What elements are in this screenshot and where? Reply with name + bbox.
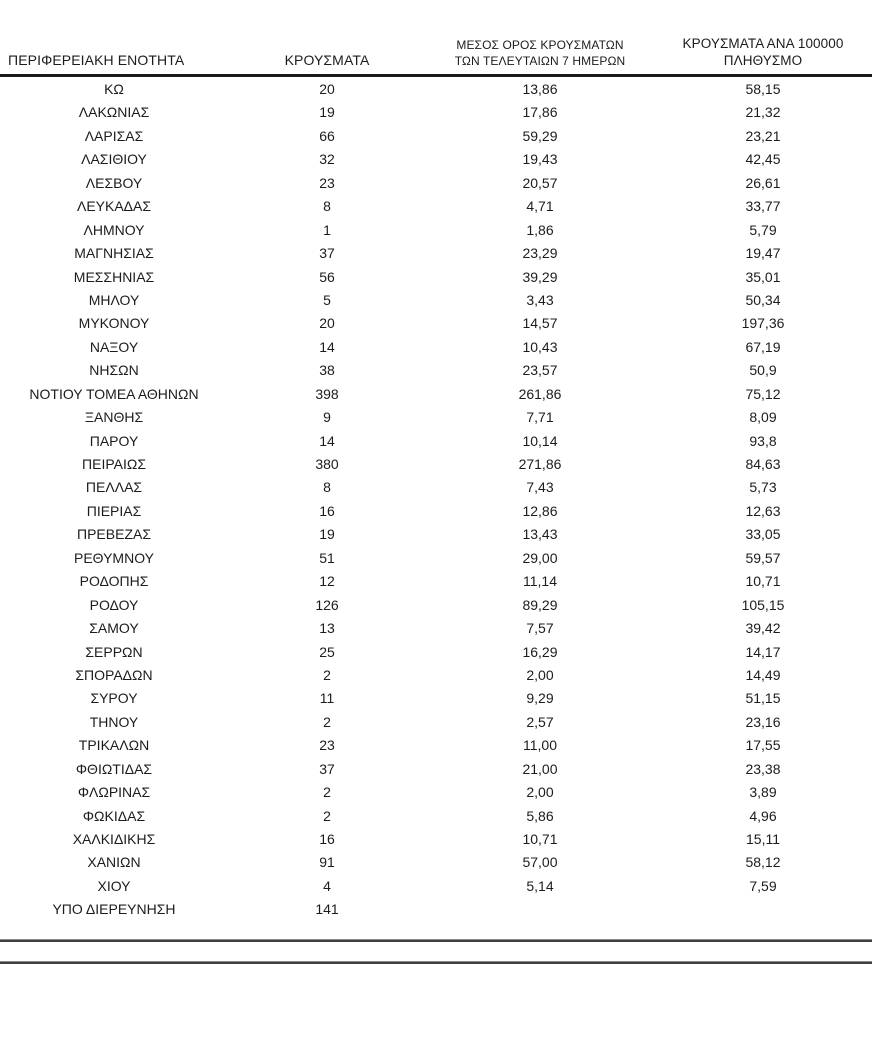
- cell-avg7: 7,57: [526, 620, 554, 637]
- cell-avg7: 3,43: [526, 291, 554, 308]
- cell-region: ΤΗΝΟΥ: [89, 713, 139, 730]
- cell-cases: 19: [319, 526, 335, 543]
- cell-avg7: 16,29: [522, 643, 558, 660]
- table-row: [0, 430, 872, 453]
- header-col-region: ΠΕΡΙΦΕΡΕΙΑΚΗ ΕΝΟΤΗΤΑ: [8, 52, 185, 68]
- cell-region: ΞΑΝΘΗΣ: [84, 409, 144, 426]
- cell-avg7: 271,86: [518, 456, 562, 472]
- cell-cases: 37: [319, 760, 335, 777]
- cell-region: ΣΠΟΡΑΔΩΝ: [75, 666, 153, 683]
- header-col-cases: ΚΡΟΥΣΜΑΤΑ: [284, 52, 370, 68]
- cell-region: ΠΕΙΡΑΙΩΣ: [82, 456, 146, 472]
- cell-avg7: 14,57: [522, 315, 558, 332]
- cell-cases: 20: [319, 81, 335, 97]
- cell-cases: 12: [319, 573, 335, 590]
- cell-per100k: 197,36: [741, 315, 785, 332]
- cell-region: ΧΑΛΚΙΔΙΚΗΣ: [72, 831, 156, 847]
- cell-avg7: [426, 898, 654, 921]
- cell-per100k: 75,12: [745, 385, 781, 402]
- cell-cases: 16: [319, 502, 335, 519]
- cell-per100k: 12,63: [745, 502, 781, 519]
- cell-per100k: 19,47: [745, 245, 781, 262]
- cell-region: ΛΕΥΚΑΔΑΣ: [76, 198, 152, 215]
- table-row: [0, 758, 872, 781]
- cell-avg7: 2,00: [526, 666, 554, 683]
- table-row: [0, 453, 872, 476]
- cell-per100k: 4,96: [749, 807, 777, 824]
- cell-per100k: 7,59: [749, 877, 777, 894]
- cell-avg7: 21,00: [522, 760, 558, 777]
- cell-avg7: 23,29: [522, 245, 558, 262]
- cell-region: ΣΥΡΟΥ: [90, 690, 138, 707]
- cell-per100k: 51,15: [745, 690, 781, 707]
- cell-cases: 398: [315, 385, 339, 402]
- table-row: [0, 359, 872, 382]
- cell-cases: 37: [319, 245, 335, 262]
- cell-cases: 38: [319, 362, 335, 379]
- cell-cases: 25: [319, 643, 335, 660]
- cell-per100k: 10,71: [745, 573, 781, 590]
- cell-avg7: 29,00: [522, 549, 558, 566]
- table-row: [0, 266, 872, 289]
- bottom-divider-2: [0, 961, 872, 964]
- table-row: [0, 406, 872, 429]
- cell-cases: 20: [319, 315, 335, 332]
- table-row: [0, 242, 872, 265]
- table-row: [0, 195, 872, 218]
- cell-per100k: 3,89: [749, 784, 777, 801]
- cell-region: ΣΕΡΡΩΝ: [85, 643, 143, 660]
- cell-cases: 1: [323, 221, 331, 238]
- header-col-per100k-line2: ΠΛΗΘΥΣΜΟ: [723, 53, 803, 68]
- table-row: [0, 805, 872, 828]
- cell-region: ΝΟΤΙΟΥ ΤΟΜΕΑ ΑΘΗΝΩΝ: [29, 385, 199, 402]
- table-header: [0, 0, 872, 77]
- table-row: [0, 617, 872, 640]
- cell-region: ΦΘΙΩΤΙΔΑΣ: [75, 760, 153, 777]
- cell-cases: 380: [315, 456, 339, 472]
- cell-avg7: 39,29: [522, 268, 558, 285]
- table-row: [0, 594, 872, 617]
- cell-cases: 56: [319, 268, 335, 285]
- cell-avg7: 7,43: [526, 479, 554, 496]
- cell-cases: 8: [323, 198, 331, 215]
- cell-per100k: 33,05: [745, 526, 781, 543]
- cell-per100k: 15,11: [746, 831, 780, 847]
- cell-per100k: 93,8: [749, 432, 777, 449]
- cell-per100k: 5,79: [749, 221, 777, 238]
- table-row: [0, 641, 872, 664]
- cell-cases: 141: [315, 901, 339, 918]
- cell-region: ΡΕΘΥΜΝΟΥ: [73, 549, 154, 566]
- table-row: [0, 547, 872, 570]
- cell-avg7: 4,71: [526, 198, 554, 215]
- cell-cases: 2: [323, 784, 331, 801]
- cell-region: ΜΕΣΣΗΝΙΑΣ: [73, 268, 155, 285]
- table-row: [0, 851, 872, 874]
- cell-avg7: 10,43: [522, 338, 558, 355]
- table-row: [0, 523, 872, 546]
- cell-avg7: 59,29: [522, 127, 558, 144]
- cell-cases: 2: [323, 713, 331, 730]
- cell-region: ΝΑΞΟΥ: [89, 338, 139, 355]
- table-row: [0, 172, 872, 195]
- cell-avg7: 2,57: [526, 713, 554, 730]
- cell-avg7: 1,86: [526, 221, 554, 238]
- cell-region: ΦΛΩΡΙΝΑΣ: [77, 784, 151, 801]
- cell-region: ΛΑΡΙΣΑΣ: [84, 127, 144, 144]
- table-row: [0, 125, 872, 148]
- cell-per100k: 58,15: [745, 81, 781, 97]
- cell-avg7: 11,14: [523, 573, 557, 590]
- cell-region: ΚΩ: [104, 81, 124, 97]
- cell-per100k: 35,01: [745, 268, 781, 285]
- cell-cases: 14: [319, 432, 335, 449]
- cell-per100k: 8,09: [749, 409, 777, 426]
- table-row: [0, 383, 872, 406]
- cell-avg7: 23,57: [522, 362, 558, 379]
- cell-avg7: 17,86: [522, 104, 558, 121]
- cell-avg7: 11,00: [523, 737, 557, 754]
- cell-cases: 4: [323, 877, 331, 894]
- cell-cases: 91: [319, 854, 335, 871]
- cell-cases: 16: [319, 831, 335, 847]
- cell-cases: 2: [323, 666, 331, 683]
- cell-region: ΥΠΟ ΔΙΕΡΕΥΝΗΣΗ: [52, 901, 176, 918]
- cell-region: ΝΗΣΩΝ: [89, 362, 139, 379]
- cell-per100k: 17,55: [745, 737, 781, 754]
- cell-avg7: 2,00: [526, 784, 554, 801]
- cell-per100k: 14,17: [745, 643, 781, 660]
- cell-avg7: 5,14: [526, 877, 554, 894]
- table-row: [0, 500, 872, 523]
- cell-cases: 14: [319, 338, 335, 355]
- cell-avg7: 7,71: [526, 409, 554, 426]
- cell-per100k: [654, 898, 872, 921]
- cell-avg7: 13,43: [522, 526, 558, 543]
- table-row: [0, 828, 872, 851]
- cell-cases: 11: [319, 690, 335, 707]
- cell-per100k: 21,32: [745, 104, 781, 121]
- header-col-avg7-line1: ΜΕΣΟΣ ΟΡΟΣ ΚΡΟΥΣΜΑΤΩΝ: [456, 38, 624, 52]
- table-row: [0, 336, 872, 359]
- header-col-avg7: [426, 37, 654, 69]
- cell-per100k: 23,38: [745, 760, 781, 777]
- cell-avg7: 10,71: [522, 831, 558, 847]
- header-col-per100k-line1: ΚΡΟΥΣΜΑΤΑ ΑΝΑ 100000: [682, 36, 844, 51]
- cell-avg7: 20,57: [522, 174, 558, 191]
- cell-per100k: 84,63: [745, 456, 781, 472]
- table-row: [0, 687, 872, 710]
- cell-avg7: 19,43: [522, 151, 558, 168]
- table-row: [0, 78, 872, 101]
- table-row: [0, 101, 872, 124]
- cell-per100k: 5,73: [749, 479, 777, 496]
- cell-region: ΛΑΚΩΝΙΑΣ: [78, 104, 150, 121]
- cell-per100k: 50,9: [749, 362, 777, 379]
- cell-per100k: 23,16: [745, 713, 781, 730]
- cell-cases: 2: [323, 807, 331, 824]
- table-row: [0, 312, 872, 335]
- cell-cases: 8: [323, 479, 331, 496]
- table-row: [0, 664, 872, 687]
- cell-region: ΛΑΣΙΘΙΟΥ: [81, 151, 147, 168]
- table-row: [0, 148, 872, 171]
- cell-cases: 5: [323, 291, 331, 308]
- table-body: [0, 78, 872, 922]
- cell-region: ΠΕΛΛΑΣ: [85, 479, 143, 496]
- cell-cases: 23: [319, 737, 335, 754]
- header-col-per100k: [654, 35, 872, 69]
- cell-avg7: 10,14: [522, 432, 558, 449]
- cell-avg7: 13,86: [522, 81, 558, 97]
- cell-avg7: 89,29: [522, 596, 558, 613]
- table-row: [0, 711, 872, 734]
- cell-cases: 19: [319, 104, 335, 121]
- table-row: [0, 476, 872, 499]
- cell-per100k: 42,45: [745, 151, 781, 168]
- cell-cases: 66: [319, 127, 335, 144]
- table-row: [0, 875, 872, 898]
- table-row: [0, 781, 872, 804]
- cell-region: ΠΡΕΒΕΖΑΣ: [76, 526, 151, 543]
- cell-cases: 32: [319, 151, 335, 168]
- cell-cases: 13: [319, 620, 335, 637]
- cell-avg7: 57,00: [522, 854, 558, 871]
- cell-cases: 9: [323, 409, 331, 426]
- table-row: [0, 734, 872, 757]
- cell-avg7: 9,29: [526, 690, 554, 707]
- cell-region: ΠΙΕΡΙΑΣ: [86, 502, 142, 519]
- cell-region: ΡΟΔΟΥ: [89, 596, 139, 613]
- cell-region: ΧΑΝΙΩΝ: [87, 854, 141, 871]
- cell-region: ΡΟΔΟΠΗΣ: [79, 573, 149, 590]
- cell-region: ΠΑΡΟΥ: [89, 432, 139, 449]
- cell-per100k: 105,15: [741, 596, 785, 613]
- table-row: [0, 570, 872, 593]
- cell-per100k: 26,61: [745, 174, 781, 191]
- table-row: [0, 219, 872, 242]
- cell-region: ΜΑΓΝΗΣΙΑΣ: [74, 245, 154, 262]
- cell-region: ΛΕΣΒΟΥ: [85, 174, 143, 191]
- cell-region: ΤΡΙΚΑΛΩΝ: [78, 737, 150, 754]
- cell-per100k: 14,49: [745, 666, 781, 683]
- cell-region: ΦΩΚΙΔΑΣ: [82, 807, 146, 824]
- cell-per100k: 23,21: [745, 127, 781, 144]
- table-row: [0, 289, 872, 312]
- cell-region: ΧΙΟΥ: [97, 877, 131, 894]
- cell-region: ΜΗΛΟΥ: [88, 291, 140, 308]
- cell-per100k: 67,19: [745, 338, 781, 355]
- cell-region: ΛΗΜΝΟΥ: [83, 221, 145, 238]
- cell-cases: 23: [319, 174, 335, 191]
- cell-per100k: 59,57: [745, 549, 781, 566]
- cell-per100k: 39,42: [745, 620, 781, 637]
- cell-per100k: 50,34: [745, 291, 781, 308]
- cell-avg7: 261,86: [518, 385, 562, 402]
- bottom-divider-1: [0, 939, 872, 942]
- cell-avg7: 5,86: [526, 807, 554, 824]
- cell-cases: 51: [319, 549, 335, 566]
- cell-avg7: 12,86: [522, 502, 558, 519]
- cell-region: ΜΥΚΟΝΟΥ: [78, 315, 150, 332]
- header-col-avg7-line2: ΤΩΝ ΤΕΛΕΥΤΑΙΩΝ 7 ΗΜΕΡΩΝ: [454, 54, 626, 68]
- cell-per100k: 58,12: [745, 854, 781, 871]
- cell-region: ΣΑΜΟΥ: [89, 620, 139, 637]
- cell-per100k: 33,77: [745, 198, 781, 215]
- table-row: [0, 898, 872, 921]
- cell-cases: 126: [315, 596, 339, 613]
